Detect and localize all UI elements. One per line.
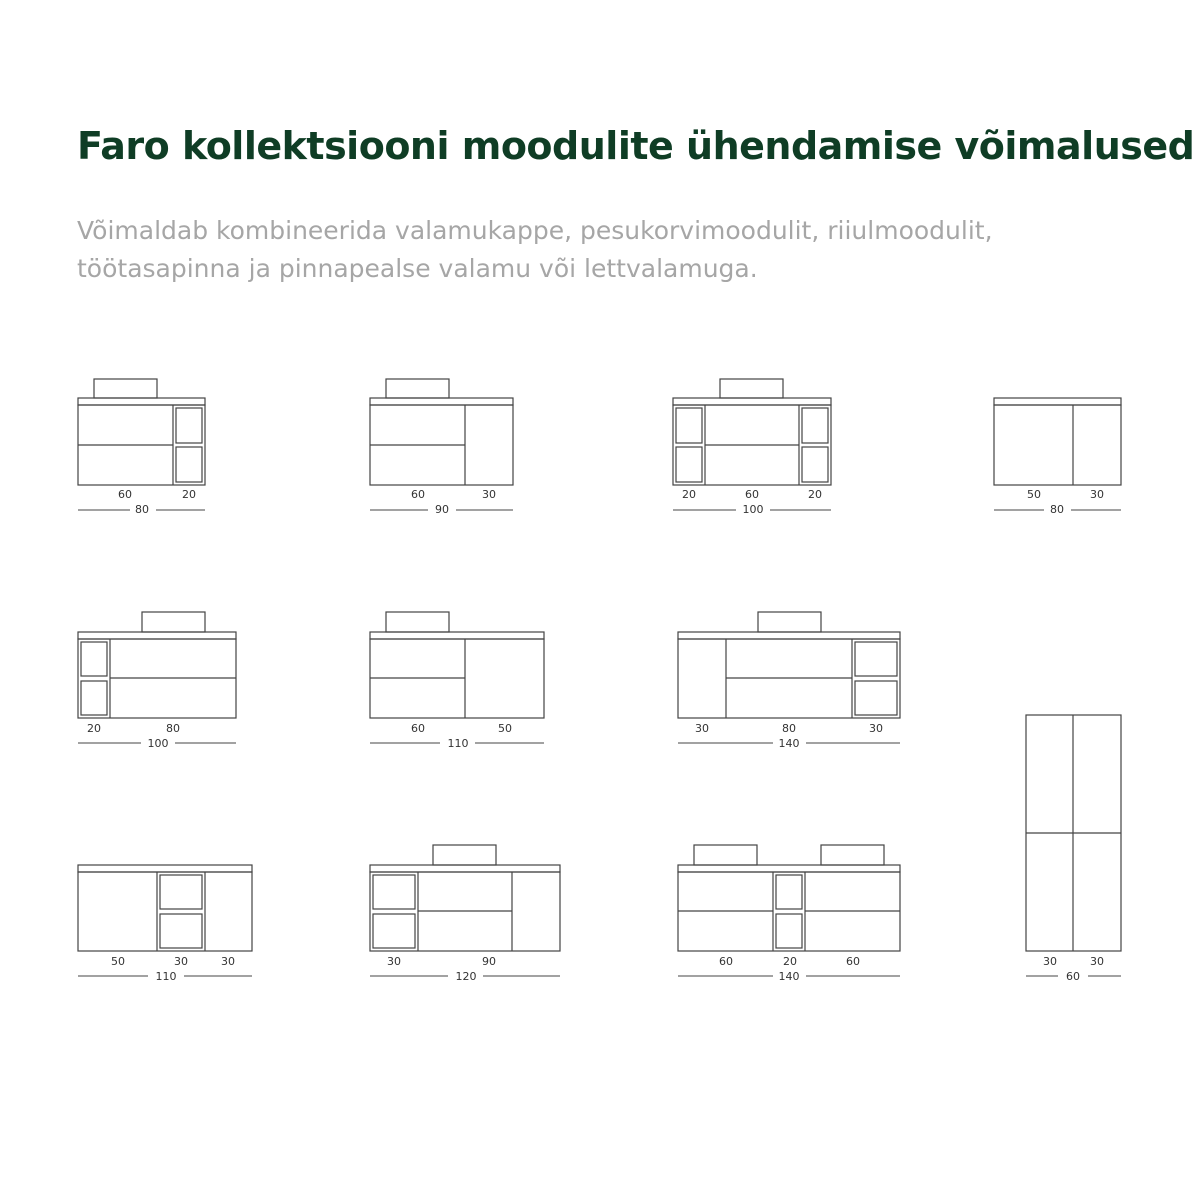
section-width-label: 20: [182, 488, 196, 501]
section-width-label: 30: [387, 955, 401, 968]
page-subtitle: Võimaldab kombineerida valamukappe, pesukorvimoodulit, riiulmoodulit, töötasapinna ja pinnapealse valamu või lettvalamuga.: [77, 216, 993, 283]
config-3: [673, 379, 831, 516]
basket-drawer: [160, 914, 202, 948]
countertop: [78, 865, 252, 872]
section-width-label: 30: [695, 722, 709, 735]
total-width-label: 60: [1066, 970, 1080, 983]
config-2: [370, 379, 513, 516]
basket-drawer: [81, 642, 107, 676]
basket-drawer: [373, 875, 415, 909]
config-1: [78, 379, 205, 516]
section-width-label: 80: [782, 722, 796, 735]
total-width-label: 140: [778, 737, 800, 750]
sink-basin: [694, 845, 757, 865]
section-width-label: 60: [846, 955, 860, 968]
config-8: [78, 865, 252, 983]
total-width-label: 120: [455, 970, 477, 983]
section-width-label: 20: [808, 488, 822, 501]
config-7: [678, 612, 900, 750]
section-width-label: 30: [1043, 955, 1057, 968]
section-width-label: 90: [482, 955, 496, 968]
basket-drawer: [676, 447, 702, 482]
page-title: Faro kollektsiooni moodulite ühendamise võimalused: [77, 124, 1195, 168]
section-width-label: 60: [411, 722, 425, 735]
section-width-label: 60: [411, 488, 425, 501]
section-width-label: 30: [482, 488, 496, 501]
basket-drawer: [802, 447, 828, 482]
sink-basin: [720, 379, 783, 398]
sink-basin: [758, 612, 821, 632]
section-width-label: 60: [745, 488, 759, 501]
section-width-label: 50: [1027, 488, 1041, 501]
config-10: [678, 845, 900, 983]
basket-drawer: [676, 408, 702, 443]
basket-drawer: [81, 681, 107, 715]
basket-drawer: [160, 875, 202, 909]
countertop: [678, 865, 900, 872]
countertop: [370, 398, 513, 405]
section-width-label: 50: [111, 955, 125, 968]
section-width-label: 30: [1090, 488, 1104, 501]
sink-basin: [386, 379, 449, 398]
total-width-label: 100: [742, 503, 764, 516]
total-width-label: 80: [135, 503, 149, 516]
section-width-label: 60: [719, 955, 733, 968]
countertop: [678, 632, 900, 639]
sink-basin: [386, 612, 449, 632]
total-width-label: 110: [155, 970, 177, 983]
basket-drawer: [802, 408, 828, 443]
total-width-label: 90: [435, 503, 449, 516]
config-9: [370, 845, 560, 983]
section-width-label: 20: [87, 722, 101, 735]
config-4: [994, 398, 1121, 516]
config-11: [1026, 715, 1121, 983]
section-width-label: 30: [174, 955, 188, 968]
basket-drawer: [176, 447, 202, 482]
basket-drawer: [373, 914, 415, 948]
sink-basin: [433, 845, 496, 865]
section-width-label: 50: [498, 722, 512, 735]
countertop: [78, 632, 236, 639]
total-width-label: 100: [147, 737, 169, 750]
basket-drawer: [855, 642, 897, 676]
countertop: [370, 865, 560, 872]
countertop: [78, 398, 205, 405]
basket-drawer: [855, 681, 897, 715]
cabinet-body: [994, 405, 1121, 485]
section-width-label: 30: [1090, 955, 1104, 968]
section-width-label: 20: [783, 955, 797, 968]
sink-basin: [821, 845, 884, 865]
section-width-label: 60: [118, 488, 132, 501]
basket-drawer: [776, 875, 802, 909]
sink-basin: [94, 379, 157, 398]
countertop: [994, 398, 1121, 405]
countertop: [370, 632, 544, 639]
section-width-label: 30: [221, 955, 235, 968]
section-width-label: 30: [869, 722, 883, 735]
total-width-label: 110: [447, 737, 469, 750]
section-width-label: 80: [166, 722, 180, 735]
config-5: [78, 612, 236, 750]
total-width-label: 140: [778, 970, 800, 983]
total-width-label: 80: [1050, 503, 1064, 516]
countertop: [673, 398, 831, 405]
basket-drawer: [776, 914, 802, 948]
sink-basin: [142, 612, 205, 632]
section-width-label: 20: [682, 488, 696, 501]
basket-drawer: [176, 408, 202, 443]
config-6: [370, 612, 544, 750]
